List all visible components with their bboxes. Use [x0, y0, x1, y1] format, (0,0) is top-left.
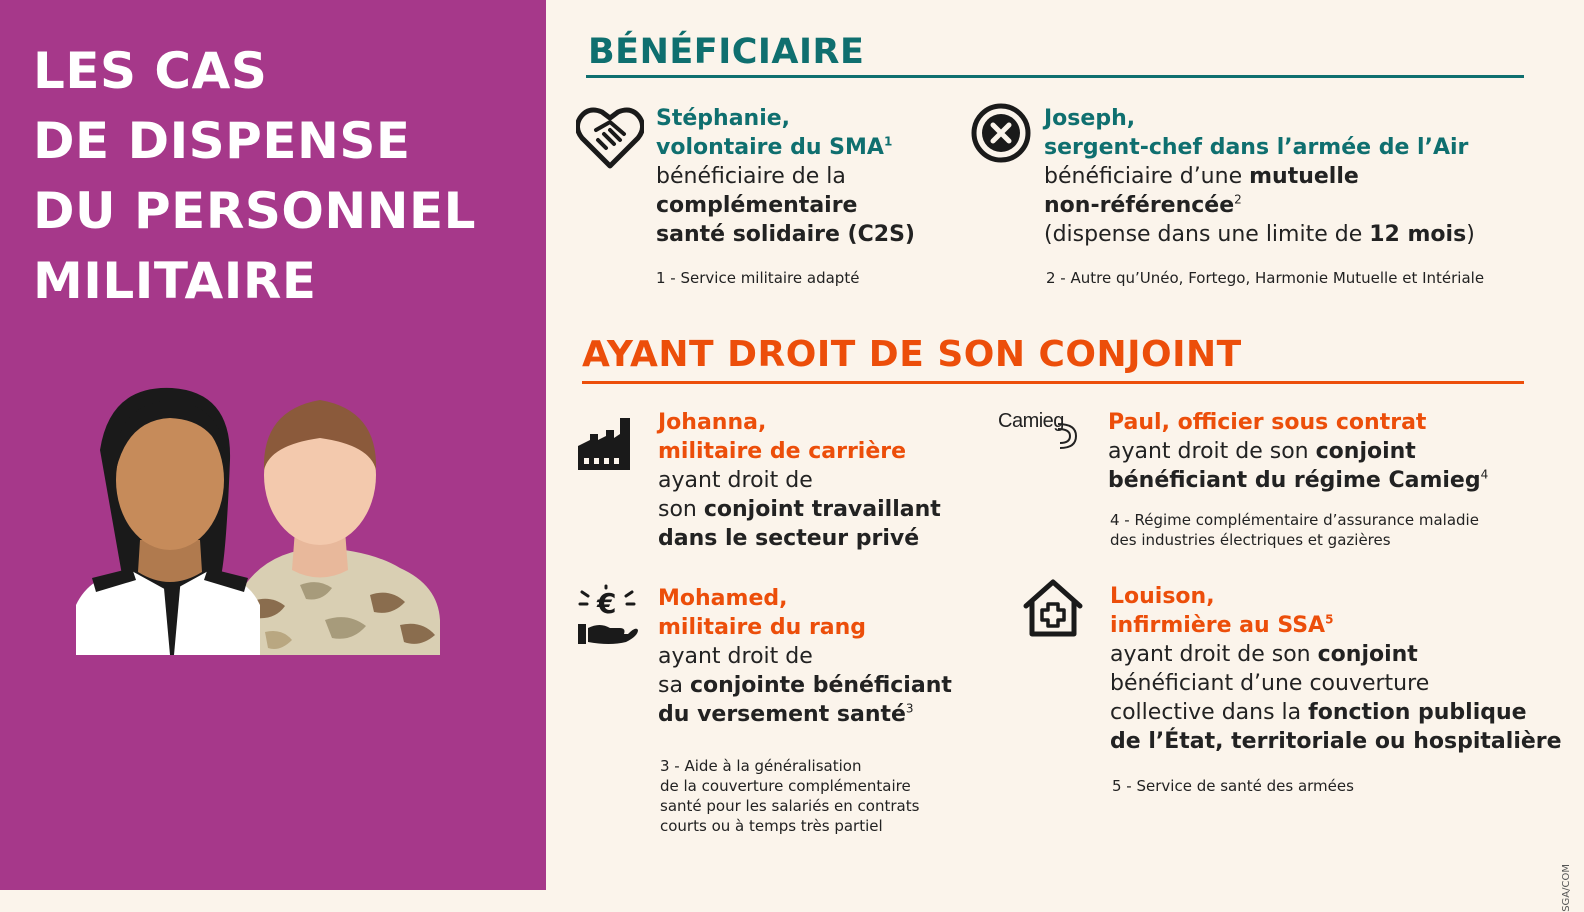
card-name: Stéphanie,	[656, 106, 791, 131]
card-text: ayant droit de	[658, 644, 813, 669]
card-role: militaire de carrière	[658, 439, 907, 464]
male-soldier-avatar	[245, 400, 440, 655]
card-text-bold: conjointe bénéficiant	[689, 673, 952, 698]
footnote-line: 4 - Régime complémentaire d’assurance maladie	[1110, 511, 1479, 529]
card-text-bold: 12 mois	[1369, 222, 1467, 247]
credit-label: SGA/COM	[1561, 864, 1572, 912]
card-text: collective dans la	[1110, 700, 1309, 725]
card-role: infirmière au SSA	[1110, 613, 1326, 638]
hospital-house-icon	[1022, 578, 1084, 638]
card-name: Paul, officier sous contrat	[1108, 410, 1427, 435]
card-text-bold: de l’État, territoriale ou hospitalière	[1110, 729, 1562, 754]
handshake-heart-icon	[576, 104, 644, 170]
footnote-line: des industries électriques et gazières	[1110, 531, 1391, 549]
card-text-bold: dans le secteur privé	[658, 526, 920, 551]
card-text: ayant droit de	[658, 468, 813, 493]
card-text-bold: complémentaire	[656, 193, 858, 218]
footnote-ref: 3	[905, 701, 914, 716]
footnote-line: 3 - Aide à la généralisation	[660, 757, 862, 775]
beneficiaire-divider	[586, 75, 1524, 78]
card-text-bold: conjoint	[1315, 439, 1416, 464]
ayant-droit-divider	[582, 381, 1524, 384]
cross-circle-icon	[970, 102, 1032, 164]
card-role: sergent-chef dans l’armée de l’Air	[1044, 135, 1469, 160]
card-text: )	[1466, 222, 1475, 247]
footnote-line: courts ou à temps très partiel	[660, 817, 883, 835]
title-line: LES CAS	[33, 42, 268, 100]
card-text-bold: mutuelle	[1249, 164, 1359, 189]
footnote: 5 - Service de santé des armées	[1112, 777, 1354, 795]
footnote	[1110, 510, 1479, 550]
card-text: bénéficiaire de la	[656, 164, 846, 189]
ayant-droit-heading: AYANT DROIT DE SON CONJOINT	[582, 334, 1242, 375]
left-panel	[0, 0, 546, 890]
card-text: bénéficiaire d’une	[1044, 164, 1250, 189]
card-text-bold: non-référencée	[1044, 193, 1235, 218]
card-paul	[1108, 408, 1488, 495]
footnote: 2 - Autre qu’Unéo, Fortego, Harmonie Mutuelle et Intériale	[1046, 269, 1485, 287]
footnote-ref: 5	[1325, 612, 1334, 627]
card-louison	[1110, 582, 1562, 756]
factory-icon	[576, 416, 636, 472]
card-text: ayant droit de son	[1108, 439, 1316, 464]
card-joseph	[1044, 104, 1475, 249]
camieg-logo-text: Camieg	[998, 410, 1064, 432]
svg-text:€: €	[597, 587, 617, 620]
soldiers-illustration	[70, 380, 450, 655]
title-line: DU PERSONNEL	[33, 182, 477, 240]
footnote-ref: 1	[883, 134, 893, 149]
card-role: volontaire du SMA	[656, 135, 884, 160]
card-role: militaire du rang	[658, 615, 867, 640]
footnote-ref: 4	[1480, 467, 1489, 482]
camieg-swirl-icon	[1054, 418, 1084, 452]
card-mohamed	[658, 584, 952, 729]
card-text-bold: santé solidaire (C2S)	[656, 222, 915, 247]
card-text: sa	[658, 673, 690, 698]
footnote-line: santé pour les salariés en contrats	[660, 797, 920, 815]
female-soldier-avatar	[76, 388, 260, 655]
card-stephanie	[656, 104, 915, 249]
right-panel	[546, 0, 1584, 890]
card-johanna	[658, 408, 941, 553]
footnote-line: de la couverture complémentaire	[660, 777, 911, 795]
title-line: MILITAIRE	[33, 252, 317, 310]
footnote-ref: 2	[1234, 192, 1242, 207]
card-text-bold: fonction publique	[1308, 700, 1527, 725]
card-text-bold: bénéficiant du régime Camieg	[1108, 468, 1481, 493]
card-text: (dispense dans une limite de	[1044, 222, 1370, 247]
card-name: Joseph,	[1044, 106, 1136, 131]
footnote: 1 - Service militaire adapté	[656, 269, 860, 287]
camieg-logo	[998, 410, 1088, 456]
card-text: bénéficiant d’une couverture	[1110, 671, 1430, 696]
beneficiaire-heading: BÉNÉFICIAIRE	[588, 32, 865, 72]
card-name: Louison,	[1110, 584, 1215, 609]
card-name: Mohamed,	[658, 586, 788, 611]
footnote	[660, 756, 919, 836]
card-text-bold: du versement santé	[658, 702, 906, 727]
card-text-bold: conjoint travaillant	[703, 497, 941, 522]
main-title	[33, 36, 476, 316]
card-text: son	[658, 497, 704, 522]
card-text-bold: conjoint	[1317, 642, 1418, 667]
card-text: ayant droit de son	[1110, 642, 1318, 667]
euro-hand-icon	[576, 584, 640, 648]
title-line: DE DISPENSE	[33, 112, 411, 170]
card-name: Johanna,	[658, 410, 767, 435]
